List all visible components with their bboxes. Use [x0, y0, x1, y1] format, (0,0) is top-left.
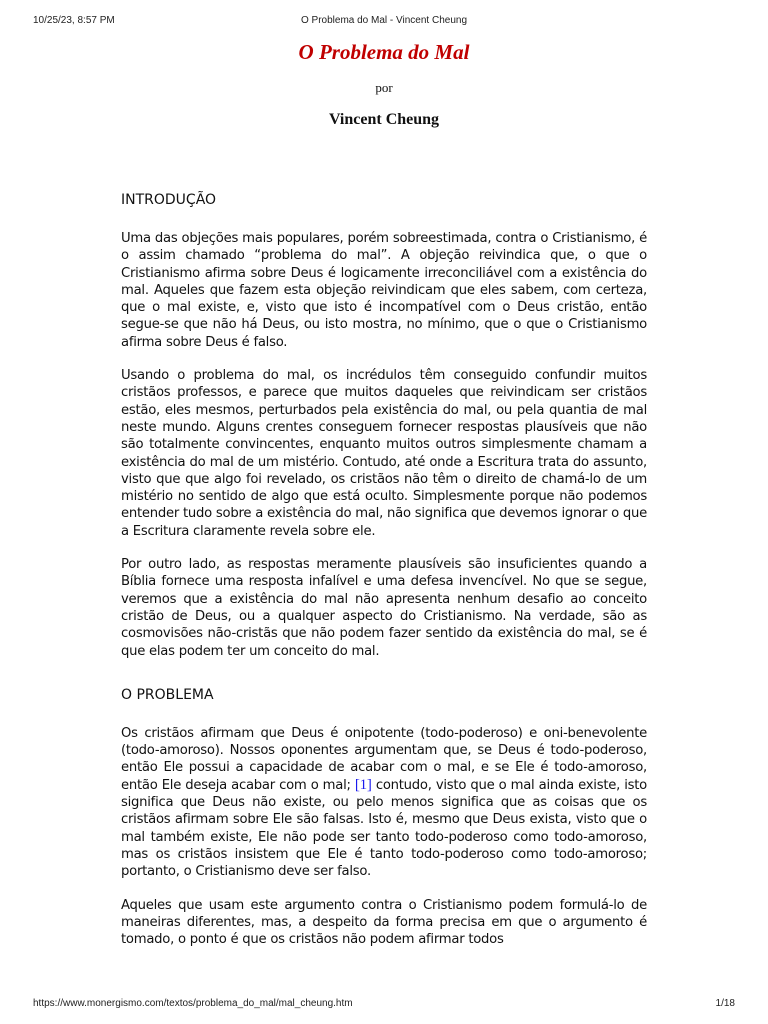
footnote-link[interactable]: [1]: [354, 776, 372, 793]
paragraph: Uma das objeções mais populares, porém sobreestimada, contra o Cristianismo, é o assim chamado “problema do mal”. A objeção reivindica que, o que o Cristianismo afirma sobre Deus é logicamente irreconciliável com a existência do mal. Aqueles que fazem esta objeção reivindicam que eles sabem, com certeza, que o mal existe, e, visto que isto é incompatível com o Deus cristão, então segue-se que não há Deus, ou isto mostra, no mínimo, que o que o Cristianismo afirma sobre Deus é falso.: [121, 231, 647, 350]
print-datetime: 10/25/23, 8:57 PM: [33, 15, 115, 26]
print-header: [33, 15, 735, 29]
document-body: [121, 192, 647, 964]
section-heading-introduction: INTRODUÇÃO: [121, 192, 217, 208]
print-page-title: O Problema do Mal - Vincent Cheung: [300, 15, 467, 26]
print-url: https://www.monergismo.com/textos/problema_do_mal/mal_cheung.htm: [33, 998, 353, 1009]
page-number: 1/18: [715, 998, 735, 1009]
paragraph: Aqueles que usam este argumento contra o Cristianismo podem formulá-lo de maneiras diferentes, mas, a despeito da forma precisa em que o argumento é tomado, o ponto é que os cristãos não podem afirmar todos: [121, 897, 647, 948]
author-name: Vincent Cheung: [328, 111, 440, 128]
paragraph: Usando o problema do mal, os incrédulos têm conseguido confundir muitos cristãos professos, e parece que muitos daqueles que reivindicam ser cristãos estão, eles mesmos, perturbados pela existência do mal, ou pela quantia de mal neste mundo. Alguns crentes conseguem fornecer respostas plausíveis que não são totalmente convincentes, enquanto muitos outros simplesmente chamam a existência do mal de um mistério. Contudo, até onde a Escritura trata do assunto, visto que que algo foi revelado, os cristãos não têm o direito de chamá-lo de um mistério no sentido de algo que está oculto. Simplesmente porque não podemos entender tudo sobre a existência do mal, não significa que devemos ignorar o que a Escritura claramente revela sobre ele.: [121, 368, 647, 539]
document-title: O Problema do Mal: [298, 40, 470, 64]
paragraph: [121, 725, 647, 881]
paragraph-text: Os cristãos afirmam que Deus é onipotente (todo-poderoso) e oni-benevolente (todo-amoroso). Nossos oponentes argumentam que, se Deus é todo-poderoso, então Ele possui a capacidade de acabar com o mal, e se Ele é todo-amoroso, então Ele deseja acabar com o mal;: [121, 725, 647, 793]
paragraph-text: contudo, visto que o mal ainda existe, isto significa que Deus não existe, ou pelo menos significa que as coisas que os cristãos afirmam sobre Ele são falsas. Isto é, mesmo que Deus exista, visto que o mal também existe, Ele não pode ser tanto todo-poderoso como todo-amoroso, mas os cristãos insistem que Ele é tanto todo-poderoso como todo-amoroso; portanto, o Cristianismo deve ser falso.: [121, 777, 648, 880]
print-footer: [33, 998, 735, 1012]
byline: por: [375, 80, 393, 95]
section-heading-problem: O PROBLEMA: [121, 686, 214, 703]
paragraph: Por outro lado, as respostas meramente plausíveis são insuficientes quando a Bíblia fornece uma resposta infalível e uma defesa invencível. No que se segue, veremos que a existência do mal não apresenta nenhum desafio ao conceito cristão de Deus, ou a qualquer aspecto do Cristianismo. Na verdade, são as cosmovisões não-cristãs que não podem fazer sentido da existência do mal, se é que elas podem ter um conceito do mal.: [121, 557, 647, 659]
